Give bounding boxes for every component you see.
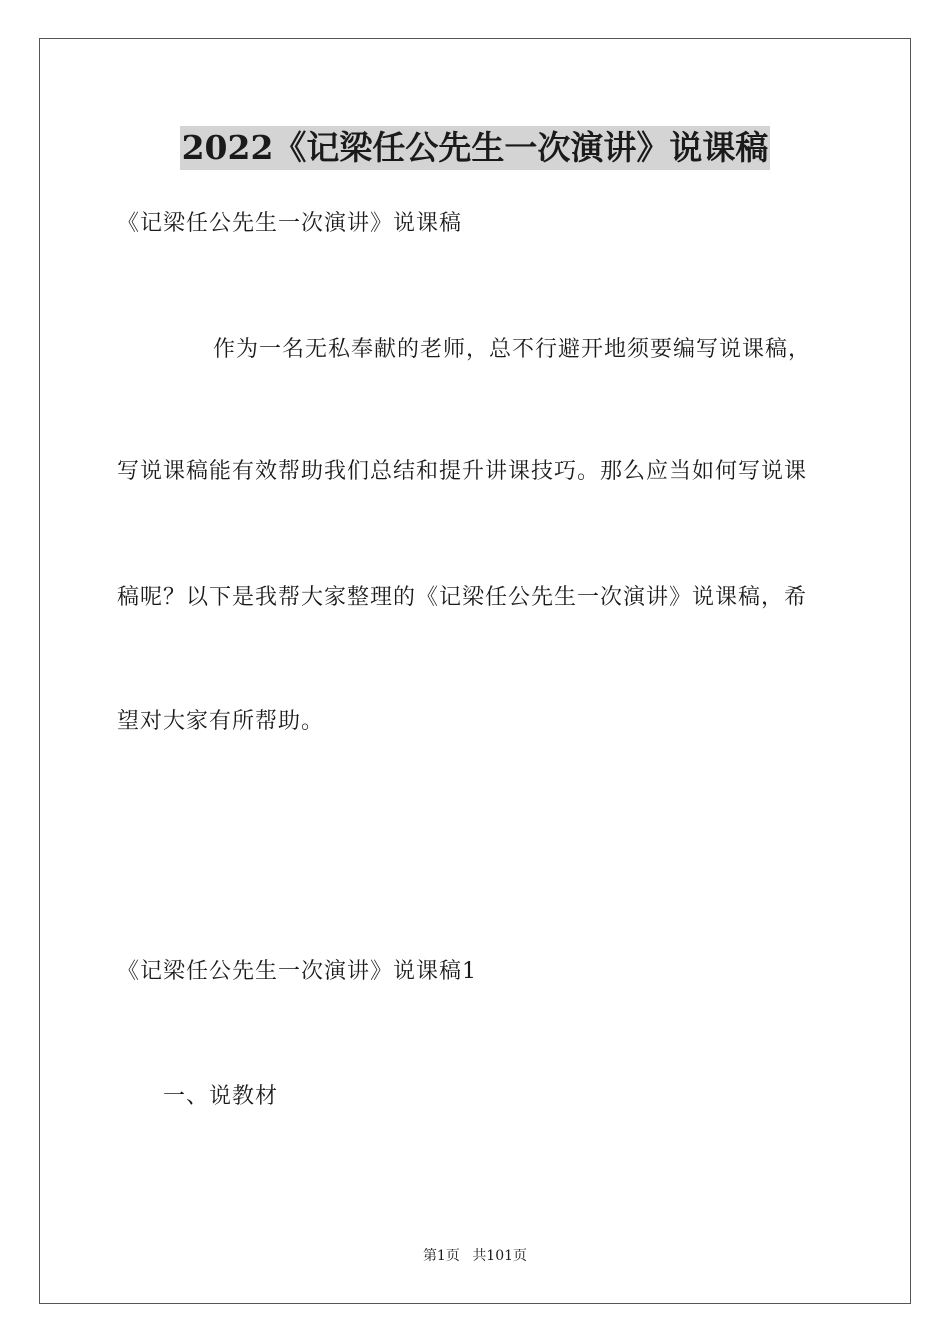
paragraph-line-1: 作为一名无私奉献的老师，总不行避开地须要编写说课稿，	[213, 337, 812, 362]
subsection-heading: 一、说教材	[163, 1084, 279, 1109]
section-heading: 《记梁任公先生一次演讲》说课稿1	[117, 959, 477, 984]
document-title: 2022《记梁任公先生一次演讲》说课稿	[180, 126, 771, 170]
document-subtitle: 《记梁任公先生一次演讲》说课稿	[117, 211, 463, 236]
paragraph-line-2: 写说课稿能有效帮助我们总结和提升讲课技巧。那么应当如何写说课	[117, 459, 808, 484]
paragraph-line-3: 稿呢？以下是我帮大家整理的《记梁任公先生一次演讲》说课稿，希	[117, 585, 808, 610]
title-container	[0, 126, 950, 170]
page-number-total: 共101页	[472, 1248, 528, 1264]
paragraph-line-4: 望对大家有所帮助。	[117, 709, 325, 734]
page-footer	[0, 1247, 950, 1265]
page-number-current: 第1页	[422, 1248, 460, 1264]
